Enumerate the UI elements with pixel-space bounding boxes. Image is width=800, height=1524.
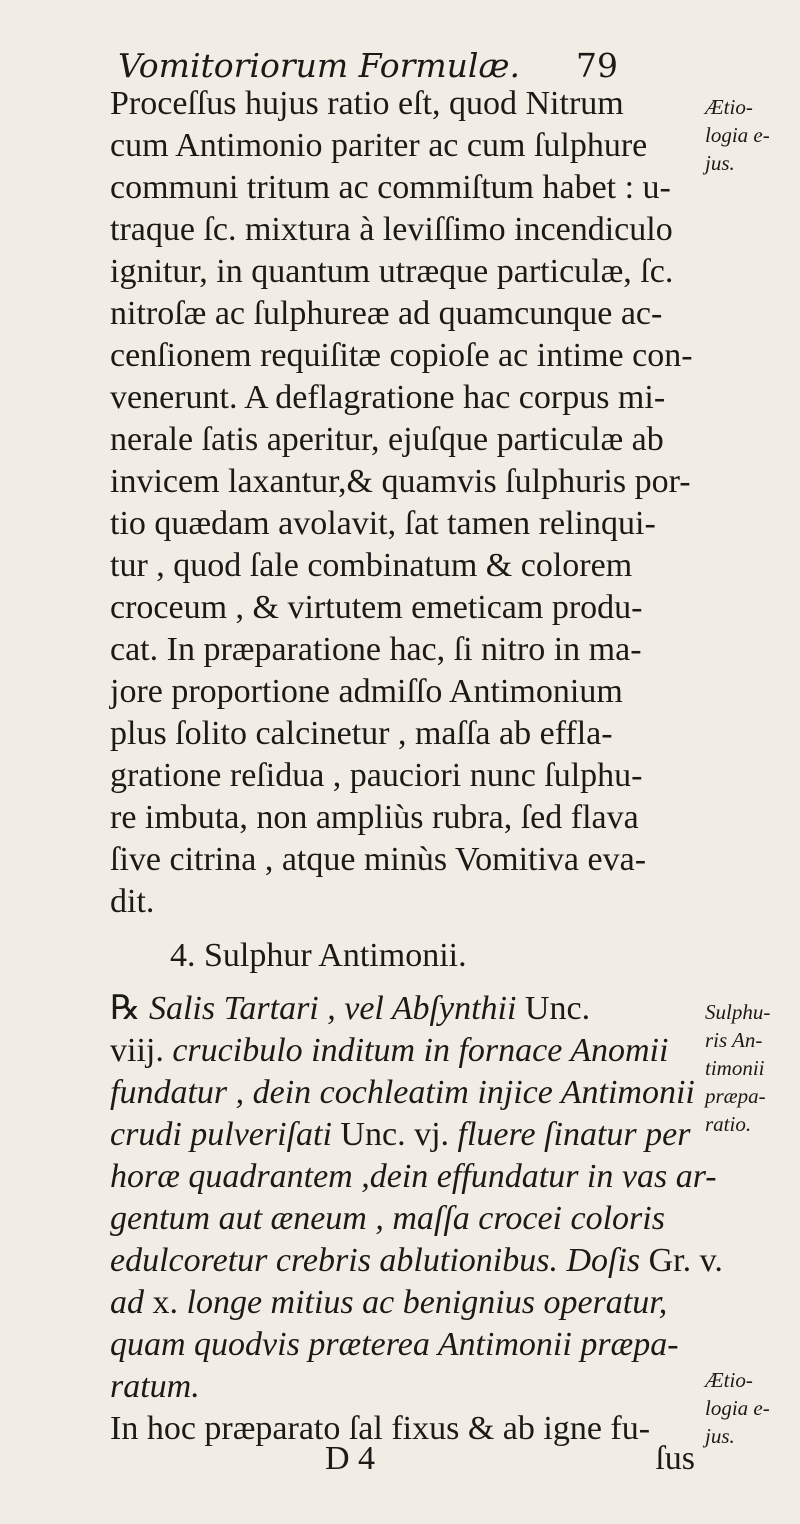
catchword: ſus [655, 1440, 695, 1477]
margin-note-line: timonii [705, 1056, 765, 1080]
margin-note-line: præpa- [705, 1084, 766, 1108]
text-run: ad [110, 1284, 153, 1321]
margin-note-line: logia e- [705, 1396, 770, 1420]
text-run: horæ quadrantem ,dein effundatur in vas ar- [110, 1158, 717, 1195]
text-run: longe mitius ac benignius operatur, [186, 1284, 668, 1321]
text-line: tio quædam avolavit, ſat tamen relinqui- [110, 505, 656, 542]
text-line [110, 1324, 695, 1366]
text-line: dit. [110, 883, 155, 920]
text-line: communi tritum ac commiſtum habet : u- [110, 169, 671, 206]
text-line [110, 1408, 695, 1450]
signature-mark: D 4 [325, 1440, 376, 1477]
page-number: 79 [576, 46, 618, 85]
margin-note-line: ratio. [705, 1112, 752, 1136]
text-line: re imbuta, non ampliùs rubra, ſed flava [110, 799, 639, 836]
text-line: cenſionem requiſitæ copioſe ac intime con- [110, 337, 693, 374]
text-line: tur , quod ſale combinatum & colorem [110, 547, 633, 584]
text-line [110, 988, 695, 1030]
text-run: Gr. v. [648, 1242, 723, 1279]
text-line [110, 1072, 695, 1114]
text-line [110, 1198, 695, 1240]
text-line [110, 1114, 695, 1156]
text-run: fluere ſinatur per [457, 1116, 691, 1153]
paragraph-process [110, 83, 695, 923]
margin-note-line: Ætio- [705, 95, 753, 119]
text-line: croceum , & virtutem emeticam produ- [110, 589, 643, 626]
text-run: Unc. [524, 990, 591, 1027]
text-line: nitroſæ ac ſulphureæ ad quamcunque ac- [110, 295, 663, 332]
margin-note-line: jus. [705, 151, 735, 175]
text-line: venerunt. A deflagratione hac corpus mi- [110, 379, 666, 416]
text-run: ratum. [110, 1368, 200, 1405]
running-title: Vomitoriorum Formulæ. [118, 46, 520, 85]
text-run: Salis Tartari , vel Abſynthii [148, 990, 525, 1027]
margin-note-line: Ætio- [705, 1368, 753, 1392]
text-line: cat. In præparatione hac, ſi nitro in ma- [110, 631, 642, 668]
text-run: gentum aut æneum , maſſa crocei coloris [110, 1200, 665, 1237]
margin-note-sulphur-praeparatio [705, 998, 797, 1138]
margin-note-line: ris An- [705, 1028, 763, 1052]
text-line [110, 1282, 695, 1324]
text-run: Unc. vj. [340, 1116, 458, 1153]
text-run: viij. [110, 1032, 173, 1069]
text-line: cum Antimonio pariter ac cum ſulphure [110, 127, 648, 164]
text-line [110, 1030, 695, 1072]
margin-note-line: Sulphu- [705, 1000, 771, 1024]
text-run: x. [152, 1284, 187, 1321]
margin-note-line: logia e- [705, 123, 770, 147]
text-line: ignitur, in quantum utræque particulæ, ſc. [110, 253, 674, 290]
text-line: gratione reſidua , pauciori nunc ſulphu- [110, 757, 643, 794]
margin-note-aetiologia-bottom [705, 1366, 797, 1450]
text-line: plus ſolito calcinetur , maſſa ab efflа- [110, 715, 613, 752]
page-header [118, 46, 618, 85]
text-run: In hoc præparato ſal fixus & ab igne fu- [110, 1410, 651, 1447]
text-line: traque ſc. mixtura à leviſſimo incendiculo [110, 211, 673, 248]
margin-note-line: jus. [705, 1424, 735, 1448]
text-run: quam quodvis præterea Antimonii præpa- [110, 1326, 679, 1363]
text-run: fundatur , dein cochleatim injice Antimonii [110, 1074, 695, 1111]
text-line [110, 1240, 723, 1282]
text-line: invicem laxantur,& quamvis ſulphuris por- [110, 463, 691, 500]
text-run: ℞ [110, 990, 149, 1027]
text-line: ſive citrina , atque minùs Vomitiva eva- [110, 841, 647, 878]
margin-note-aetiologia-top [705, 93, 797, 177]
text-line: jore proportione admiſſo Antimonium [110, 673, 623, 710]
text-line [110, 1156, 717, 1198]
text-line: nerale ſatis aperitur, ejuſque particulæ ab [110, 421, 664, 458]
text-run: crucibulo inditum in fornace Anomii [172, 1032, 669, 1069]
text-line: Proceſſus hujus ratio eſt, quod Nitrum [110, 85, 624, 122]
text-line [110, 1366, 695, 1408]
text-run: crudi pulveriſati [110, 1116, 341, 1153]
text-run: edulcoretur crebris ablutionibus. Doſis [110, 1242, 649, 1279]
section-heading: 4. Sulphur Antimonii. [170, 937, 467, 974]
